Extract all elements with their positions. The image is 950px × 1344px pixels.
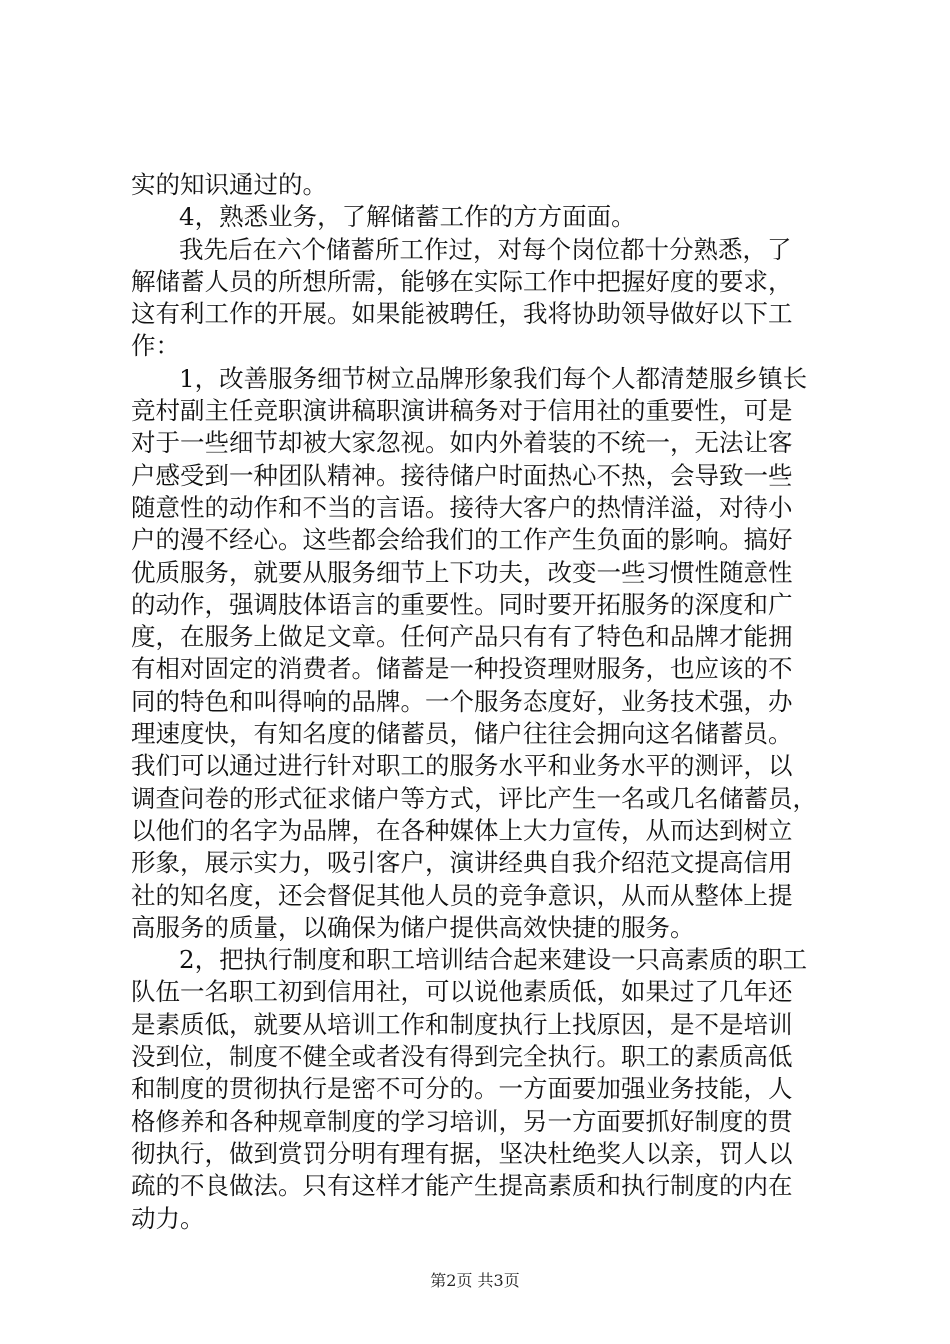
text-line: 这有利工作的开展。如果能被聘任，我将协助领导做好以下工	[131, 299, 793, 329]
text-line: 4，熟悉业务，了解储蓄工作的方方面面。	[179, 202, 636, 232]
text-line: 格修养和各种规章制度的学习培训，另一方面要抓好制度的贯	[131, 1106, 793, 1136]
text-line: 实的知识通过的。	[131, 170, 327, 199]
body-text	[131, 169, 831, 1235]
text-line: 作：	[131, 331, 180, 361]
text-line: 以他们的名字为品牌，在各种媒体上大力宣传，从而达到树立	[131, 815, 793, 845]
text-line: 彻执行，做到赏罚分明有理有据，坚决杜绝奖人以亲，罚人以	[131, 1138, 793, 1168]
text-line: 竞村副主任竞职演讲稿职演讲稿务对于信用社的重要性，可是	[131, 396, 793, 426]
text-line: 对于一些细节却被大家忽视。如内外着装的不统一，无法让客	[131, 428, 793, 458]
text-line: 疏的不良做法。只有这样才能产生提高素质和执行制度的内在	[131, 1171, 793, 1201]
text-line: 高服务的质量，以确保为储户提供高效快捷的服务。	[131, 912, 695, 942]
text-line: 没到位，制度不健全或者没有得到完全执行。职工的素质高低	[131, 1042, 793, 1072]
text-line: 优质服务，就要从服务细节上下功夫，改变一些习惯性随意性	[131, 557, 793, 587]
text-line: 随意性的动作和不当的言语。接待大客户的热情洋溢，对待小	[131, 492, 793, 522]
text-line: 我们可以通过进行针对职工的服务水平和业务水平的测评，以	[131, 751, 793, 781]
page-footer	[0, 1271, 950, 1291]
text-line: 同的特色和叫得响的品牌。一个服务态度好，业务技术强，办	[131, 686, 793, 716]
text-line: 调查问卷的形式征求储户等方式，评比产生一名或几名储蓄员，	[131, 783, 817, 813]
page-number-label: 第2页 共3页	[430, 1271, 520, 1290]
text-line: 户感受到一种团队精神。接待储户时面热心不热，会导致一些	[131, 460, 793, 490]
text-line: 理速度快，有知名度的储蓄员，储户往往会拥向这名储蓄员。	[131, 719, 793, 749]
text-line: 1，改善服务细节树立品牌形象我们每个人都清楚服乡镇长	[179, 363, 808, 393]
text-line: 的动作，强调肢体语言的重要性。同时要开拓服务的深度和广	[131, 589, 793, 619]
text-line: 社的知名度，还会督促其他人员的竞争意识，从而从整体上提	[131, 880, 793, 910]
text-line: 队伍一名职工初到信用社，可以说他素质低，如果过了几年还	[131, 977, 793, 1007]
text-line: 是素质低，就要从培训工作和制度执行上找原因，是不是培训	[131, 1009, 793, 1039]
text-line: 和制度的贯彻执行是密不可分的。一方面要加强业务技能，人	[131, 1074, 793, 1104]
text-line: 我先后在六个储蓄所工作过，对每个岗位都十分熟悉，了	[179, 234, 792, 264]
text-line: 有相对固定的消费者。储蓄是一种投资理财服务，也应该的不	[131, 654, 793, 684]
text-line: 解储蓄人员的所想所需，能够在实际工作中把握好度的要求，	[131, 266, 793, 296]
text-line: 形象，展示实力，吸引客户，演讲经典自我介绍范文提高信用	[131, 848, 793, 878]
text-line: 户的漫不经心。这些都会给我们的工作产生负面的影响。搞好	[131, 525, 793, 555]
text-line: 度，在服务上做足文章。任何产品只有有了特色和品牌才能拥	[131, 622, 793, 652]
text-line: 2，把执行制度和职工培训结合起来建设一只高素质的职工	[179, 945, 808, 975]
text-line: 动力。	[131, 1203, 205, 1233]
